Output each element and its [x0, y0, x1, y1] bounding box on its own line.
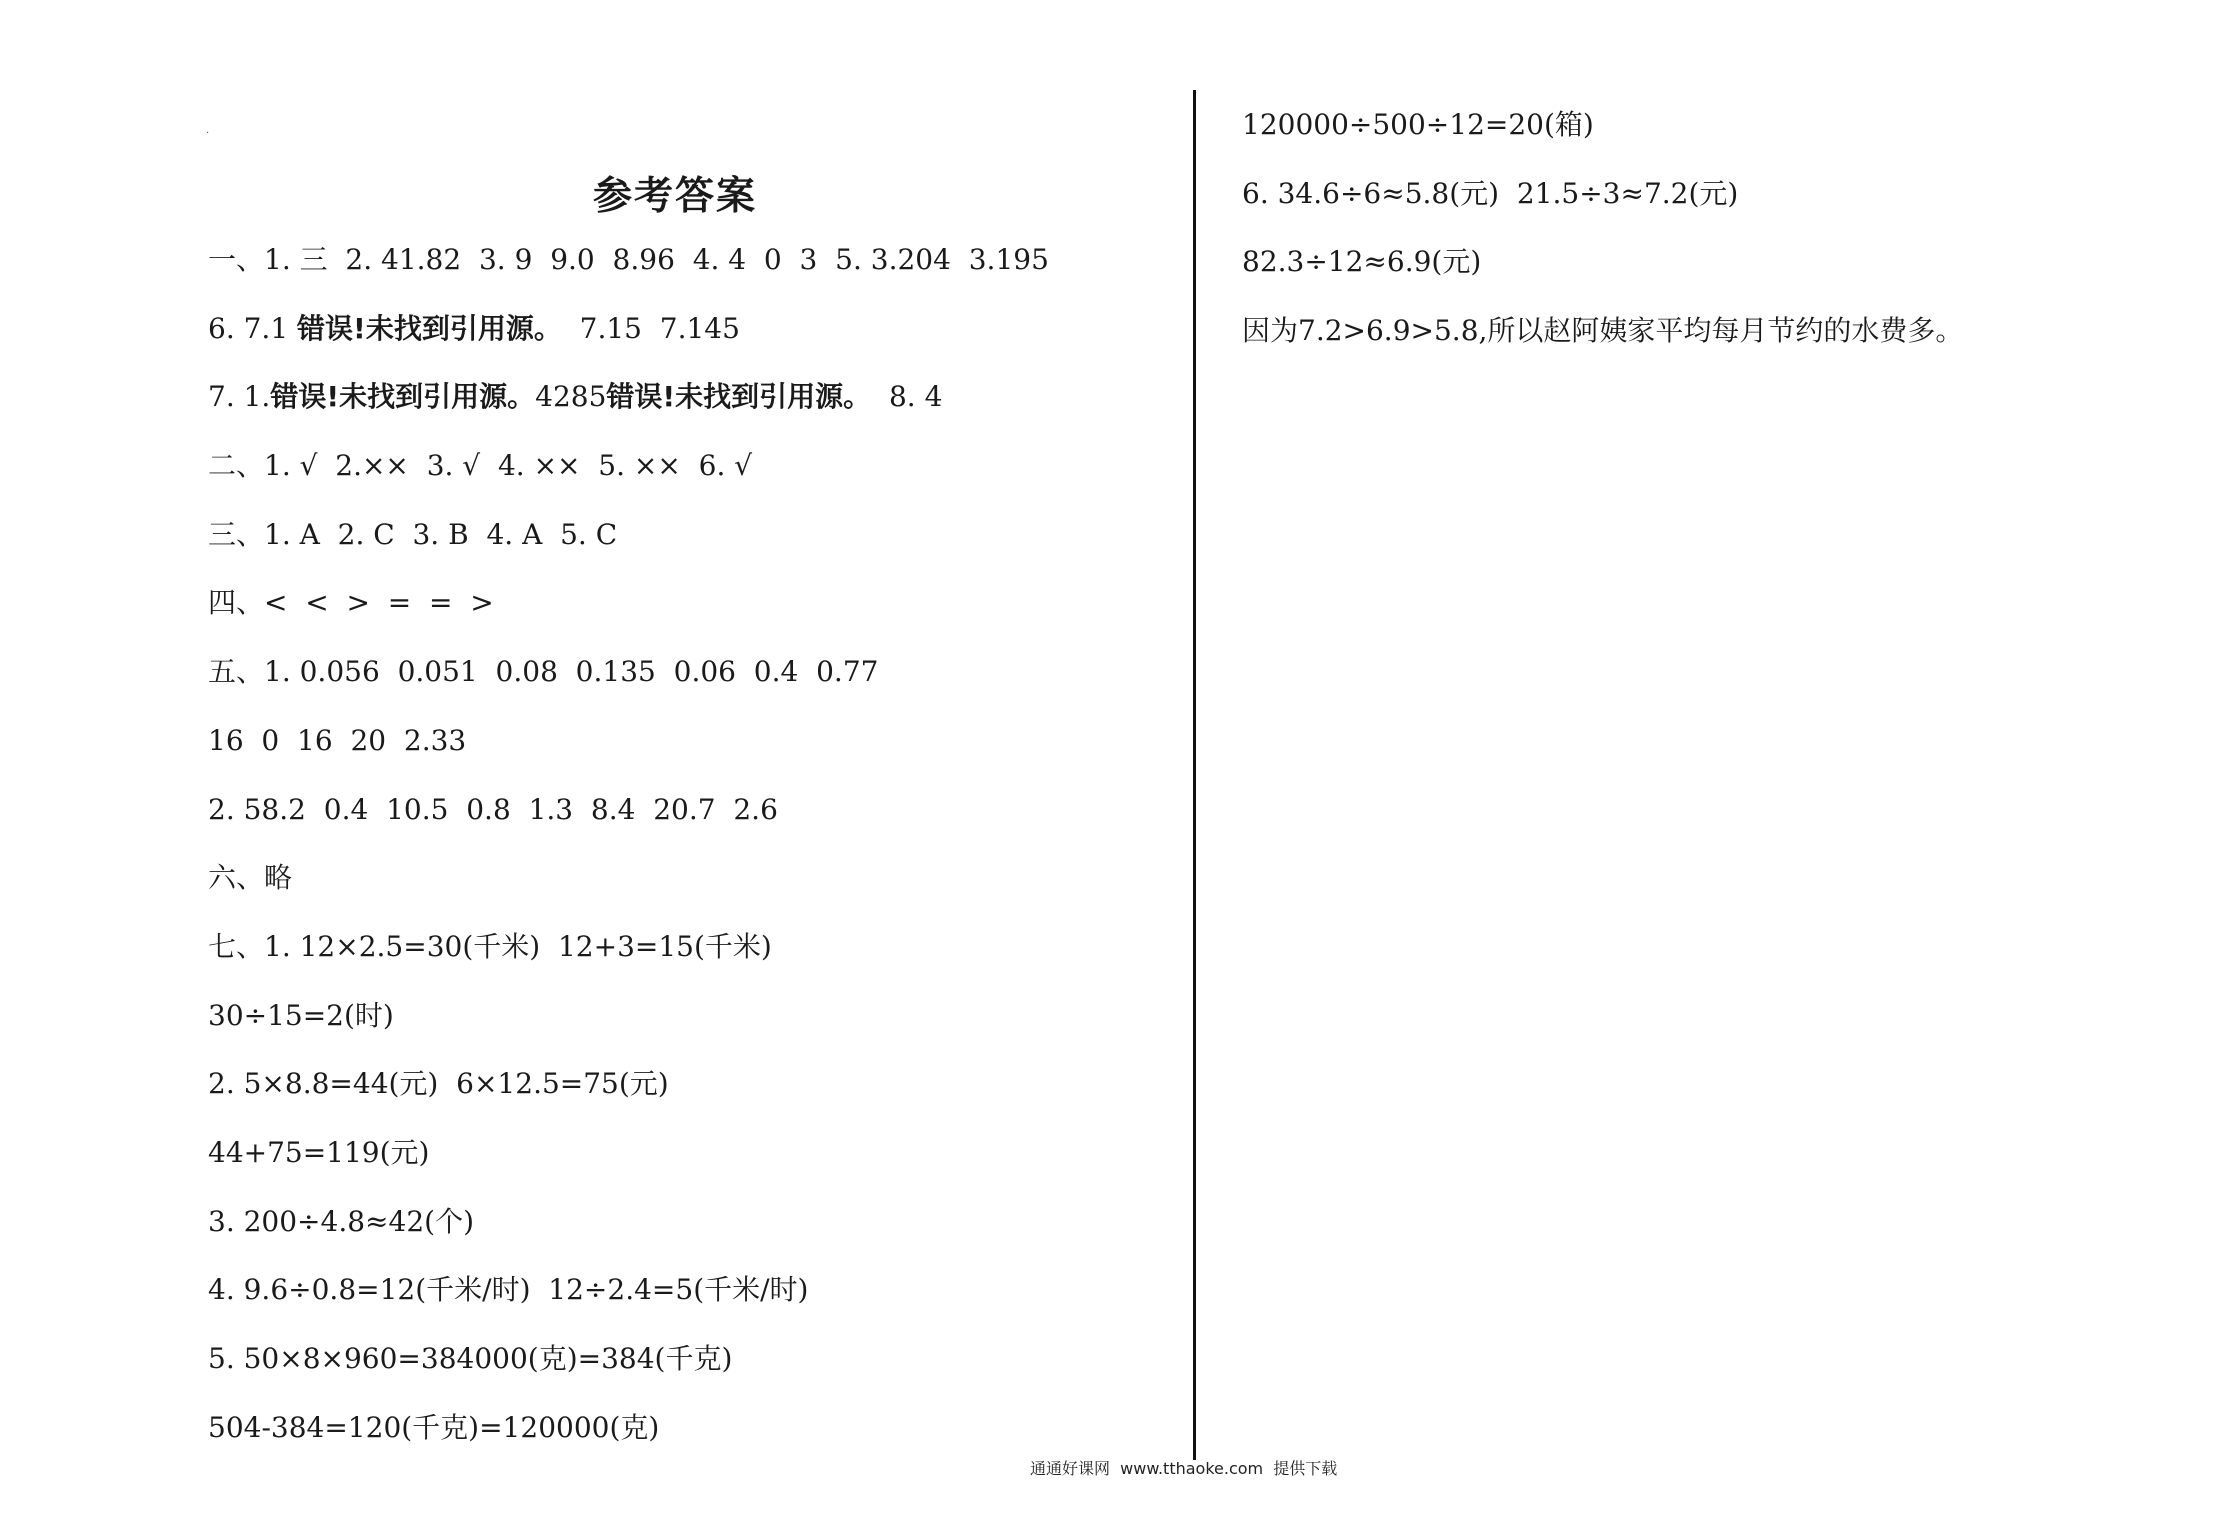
answer-line: [208, 922, 1168, 991]
answer-line: [208, 1197, 1168, 1266]
footer-credit: 通通好课网 www.tthaoke.com 提供下载: [1030, 1459, 1338, 1478]
answer-line: [208, 785, 1168, 854]
answer-text: 一、1. 三 2. 41.82 3. 9 9.0 8.96 4. 4 0 3 5. 3.204 3.195: [208, 243, 1049, 276]
answer-text: 7. 1.: [208, 380, 271, 414]
answer-text: 因为7.2>6.9>5.8,所以赵阿姨家平均每月节约的水费多。: [1242, 314, 1964, 348]
error-reference-text: 错误!未找到引用源。: [606, 380, 872, 414]
answer-text: 六、略: [208, 861, 293, 895]
answer-line: [208, 510, 1168, 579]
answer-text: 16 0 16 20 2.33: [208, 723, 467, 757]
answer-text: 三、1. A 2. C 3. B 4. A 5. C: [208, 517, 618, 551]
answer-text: 七、1. 12×2.5=30(千米) 12+3=15(千米): [208, 929, 772, 963]
answer-line: [208, 1334, 1168, 1403]
answer-line: [208, 1403, 1168, 1472]
answer-line: [208, 716, 1168, 785]
answer-text: 6. 34.6÷6≈5.8(元) 21.5÷3≈7.2(元): [1242, 176, 1739, 210]
answer-line: [208, 1059, 1168, 1128]
answer-line: [208, 578, 1168, 647]
answer-text: 2. 5×8.8=44(元) 6×12.5=75(元): [208, 1067, 669, 1101]
answer-line: [208, 853, 1168, 922]
answer-text: 44+75=119(元): [208, 1135, 430, 1169]
answer-line: [208, 991, 1168, 1060]
scan-speck: ·: [206, 128, 210, 139]
answer-line: [208, 441, 1168, 510]
answer-text: 5. 50×8×960=384000(克)=384(千克): [208, 1342, 733, 1375]
answer-line: [1242, 169, 2162, 238]
answer-text: 504-384=120(千克)=120000(克): [208, 1410, 660, 1444]
answer-line: [1242, 100, 2162, 169]
answer-text: 2. 58.2 0.4 10.5 0.8 1.3 8.4 20.7 2.6: [208, 792, 778, 826]
error-reference-text: 错误!未找到引用源。: [297, 311, 562, 345]
answer-text: 4285: [535, 380, 607, 414]
answer-line: [208, 304, 1168, 373]
right-column: [1242, 100, 2162, 375]
answer-text: 四、< < > = = >: [208, 586, 494, 620]
answer-text: 3. 200÷4.8≈42(个): [208, 1204, 474, 1238]
answer-text: 4. 9.6÷0.8=12(千米/时) 12÷2.4=5(千米/时): [208, 1273, 809, 1307]
answer-text: 8. 4: [871, 380, 943, 414]
answer-line: [1242, 237, 2162, 306]
answer-line: [1242, 306, 2162, 375]
answer-line: [208, 1128, 1168, 1197]
answer-line: [208, 235, 1168, 304]
answer-line: [208, 372, 1168, 441]
answer-text: 6. 7.1: [208, 311, 298, 345]
answer-text: 五、1. 0.056 0.051 0.08 0.135 0.06 0.4 0.77: [208, 655, 879, 689]
answer-line: [208, 647, 1168, 716]
answer-text: 82.3÷12≈6.9(元): [1242, 245, 1482, 279]
answer-text: 30÷15=2(时): [208, 998, 394, 1032]
error-reference-text: 错误!未找到引用源。: [270, 380, 536, 414]
answer-text: 7.15 7.145: [561, 311, 740, 345]
page-title: 参考答案: [592, 174, 757, 219]
answer-text: 120000÷500÷12=20(箱): [1242, 108, 1594, 141]
answer-text: 二、1. √ 2.×× 3. √ 4. ×× 5. ×× 6. √: [208, 449, 753, 483]
column-divider: [1193, 90, 1196, 1460]
left-column: [208, 235, 1168, 1471]
answer-line: [208, 1265, 1168, 1334]
